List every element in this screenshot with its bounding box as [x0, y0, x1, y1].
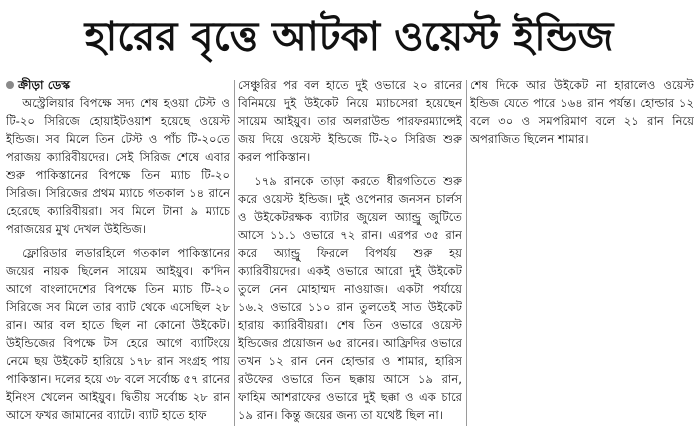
article-column-3 [470, 76, 694, 428]
desk-line [6, 76, 230, 94]
article-column-1 [6, 76, 230, 428]
article-headline: হারের বৃত্তে আটকা ওয়েস্ট ইন্ডিজ [84, 14, 614, 60]
desk-label: ক্রীড়া ডেস্ক [18, 78, 71, 92]
column-divider [466, 80, 467, 426]
article-paragraph: সেঞ্চুরির পর বল হাতে দুই ওভারে ২০ রানের বিনিময়ে দুই উইকেট নিয়ে ম্যাচসেরা হয়েছেন সায়েম আইয়ুব। তার অলরাউন্ড পারফরম্যান্সেই জয় দিয়ে ওয়েস্ট ইন্ডিজে টি-২০ সিরিজ শুরু করল পাকিস্তান। [238, 78, 462, 164]
article-column-2 [238, 76, 462, 428]
article-paragraph: ১৭৯ রানকে তাড়া করতে ধীরগতিতে শুরু করে ওয়েস্ট ইন্ডিজ। দুই ওপেনার জনসন চার্লস ও উইকেটরক্ষক ব্যাটার জুয়েল অ্যান্ড্রু জুটিতে আসে ১১.১ ওভারে ৭২ রান। এরপর ৩৫ রান করে অ্যান্ড্রু ফিরলে বিপর্যয় শুরু হয় ক্যারিবীয়দের। একই ওভারে আরো দুই উইকেট তুলে নেন মোহাম্মদ নাওয়াজ। একটা পর্যায়ে ১৬.২ ওভারে ১১০ রান তুলতেই সাত উইকেট হারায় ক্যারিবীয়রা। শেষ তিন ওভারে ওয়েস্ট ইন্ডিজের প্রয়োজন ৬৫ রানের। আফ্রিদির ওভারে তখন ১২ রান নেন হোল্ডার ও শামার, হারিস রউফের ওভারে তিন ছক্কায় আসে ১৯ রান, ফাহিম আশরাফের ওভারে দুই ছক্কা ও এক চারে ১৯ রান। কিন্তু জয়ের জন্য তা যথেষ্ট ছিল না। [238, 174, 462, 422]
column-text [470, 76, 694, 148]
article-paragraph: অস্ট্রেলিয়ার বিপক্ষে সদ্য শেষ হওয়া টেস্ট ও টি-২০ সিরিজে হোয়াইটওয়াশ হয়েছে ওয়েস্ট ইন্ডিজ। সব মিলে তিন টেস্ট ও পাঁচ টি-২০তে পরাজয় ক্যারিবীয়দের। সেই সিরিজ শেষে এবার শুরু পাকিস্তানের বিপক্ষে তিন ম্যাচ টি-২০ সিরিজ। সিরিজের প্রথম ম্যাচে গতকাল ১৪ রানে হেরেছে ক্যারিবীয়রা। সব মিলে টানা ৯ ম্যাচে পরাজয়ের মুখ দেখল উইন্ডিজ। [6, 96, 230, 236]
column-text [238, 76, 462, 424]
column-text [6, 94, 230, 424]
article-paragraph: ফ্লোরিডার লডারহিলে গতকাল পাকিস্তানের জয়ের নায়ক ছিলেন সায়েম আইয়ুব। ক'দিন আগে বাংলাদেশের বিপক্ষে তিন ম্যাচ টি-২০ সিরিজে সব মিলে তার ব্যাট থেকে এসেছিল ২৮ রান। আর বল হাতে ছিল না কোনো উইকেট। উইন্ডিজের বিপক্ষে টস হেরে আগে ব্যাটিংয়ে নেমে ছয় উইকেট হারিয়ে ১৭৮ রান সংগ্রহ পায় পাকিস্তান। দলের হয়ে ৩৮ বলে সর্বোচ্চ ৫৭ রানের ইনিংস খেলেন আইয়ুব। দ্বিতীয় সর্বোচ্চ ২৮ রান আসে ফখর জামানের ব্যাটে। ব্যাট হাতে হাফ [6, 246, 230, 422]
article-paragraph: শেষ দিকে আর উইকেট না হারালেও ওয়েস্ট ইন্ডিজ যেতে পারে ১৬৪ রান পর্যন্ত। হোল্ডার ১২ বলে ৩০ ও সমপরিমাণ বলে ২১ রান নিয়ে অপরাজিত ছিলেন শামার। [470, 78, 694, 146]
column-divider [234, 80, 235, 426]
article-body [6, 76, 694, 428]
bullet-icon [6, 81, 14, 89]
